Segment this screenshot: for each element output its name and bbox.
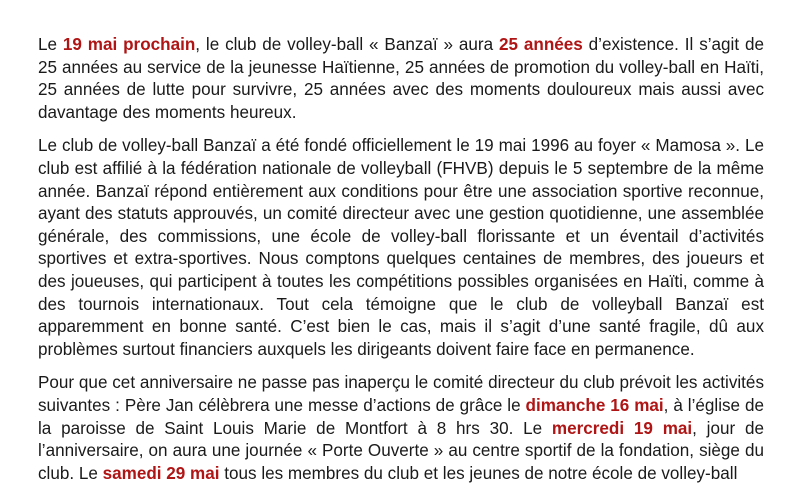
paragraph-text: , jour de l’anniversaire, on aura une journée « Porte Ouverte » au centre sportif de la fondation, siège du club. Le — [38, 418, 764, 483]
document-body — [38, 34, 764, 496]
highlighted-date-text: dimanche 16 mai — [525, 395, 664, 415]
highlighted-date-text: samedi 29 mai — [102, 463, 220, 483]
paragraph-text: , le club de volley-ball « Banzaï » aura — [195, 35, 499, 54]
paragraph — [38, 135, 764, 361]
paragraph-text: d’existence. Il s’agit de 25 années au service de la jeunesse Haïtienne, 25 années de promotion du volley-ball en Haïti, 25 années de lutte pour survivre, 25 années avec des moments douloureux mais aussi avec davantage des moments heureux. — [38, 35, 764, 122]
paragraph — [38, 372, 764, 485]
paragraph — [38, 34, 764, 124]
highlighted-date-text: mercredi 19 mai — [551, 418, 693, 438]
paragraph-text: Le club de volley-ball Banzaï a été fondé officiellement le 19 mai 1996 au foyer « Mamosa ». Le club est affilié à la fédération nationale de volleyball (FHVB) depuis le 5 septembre de la même année. Banzaï répond entièrement aux conditions pour être une association sportive reconnue, ayant des statuts approuvés, un comité directeur avec une gestion quotidienne, une assemblée générale, des commissions, une école de volley-ball florissante et un éventail d’activités sportives et extra-sportives. Nous comptons quelques centaines de membres, des joueurs et des joueuses, qui participent à toutes les compétitions possibles organisées en Haïti, comme à des tournois internationaux. Tout cela témoigne que le club de volleyball Banzaï est apparemment en bonne santé. C’est bien le cas, mais il s’agit d’une santé fragile, dû aux problèmes surtout financiers auxquels les dirigeants doivent faire face en permanence. — [38, 136, 764, 359]
highlighted-date-text: 19 mai prochain — [62, 35, 196, 54]
paragraph-text: Pour que cet anniversaire ne passe pas inaperçu le comité directeur du club prévoit les activités suivantes : Père Jan célèbrera une messe d’actions de grâce le — [38, 373, 764, 415]
highlighted-date-text: 25 années — [498, 35, 583, 54]
cropped-heading-fragment — [0, 0, 800, 16]
paragraph-text: , à l’église de la paroisse de Saint Louis Marie de Montfort à 8 hrs 30. Le — [38, 395, 764, 438]
paragraph-text: tous les membres du club et les jeunes de notre école de volley-ball — [219, 463, 738, 483]
paragraph-text: Le — [38, 35, 63, 54]
